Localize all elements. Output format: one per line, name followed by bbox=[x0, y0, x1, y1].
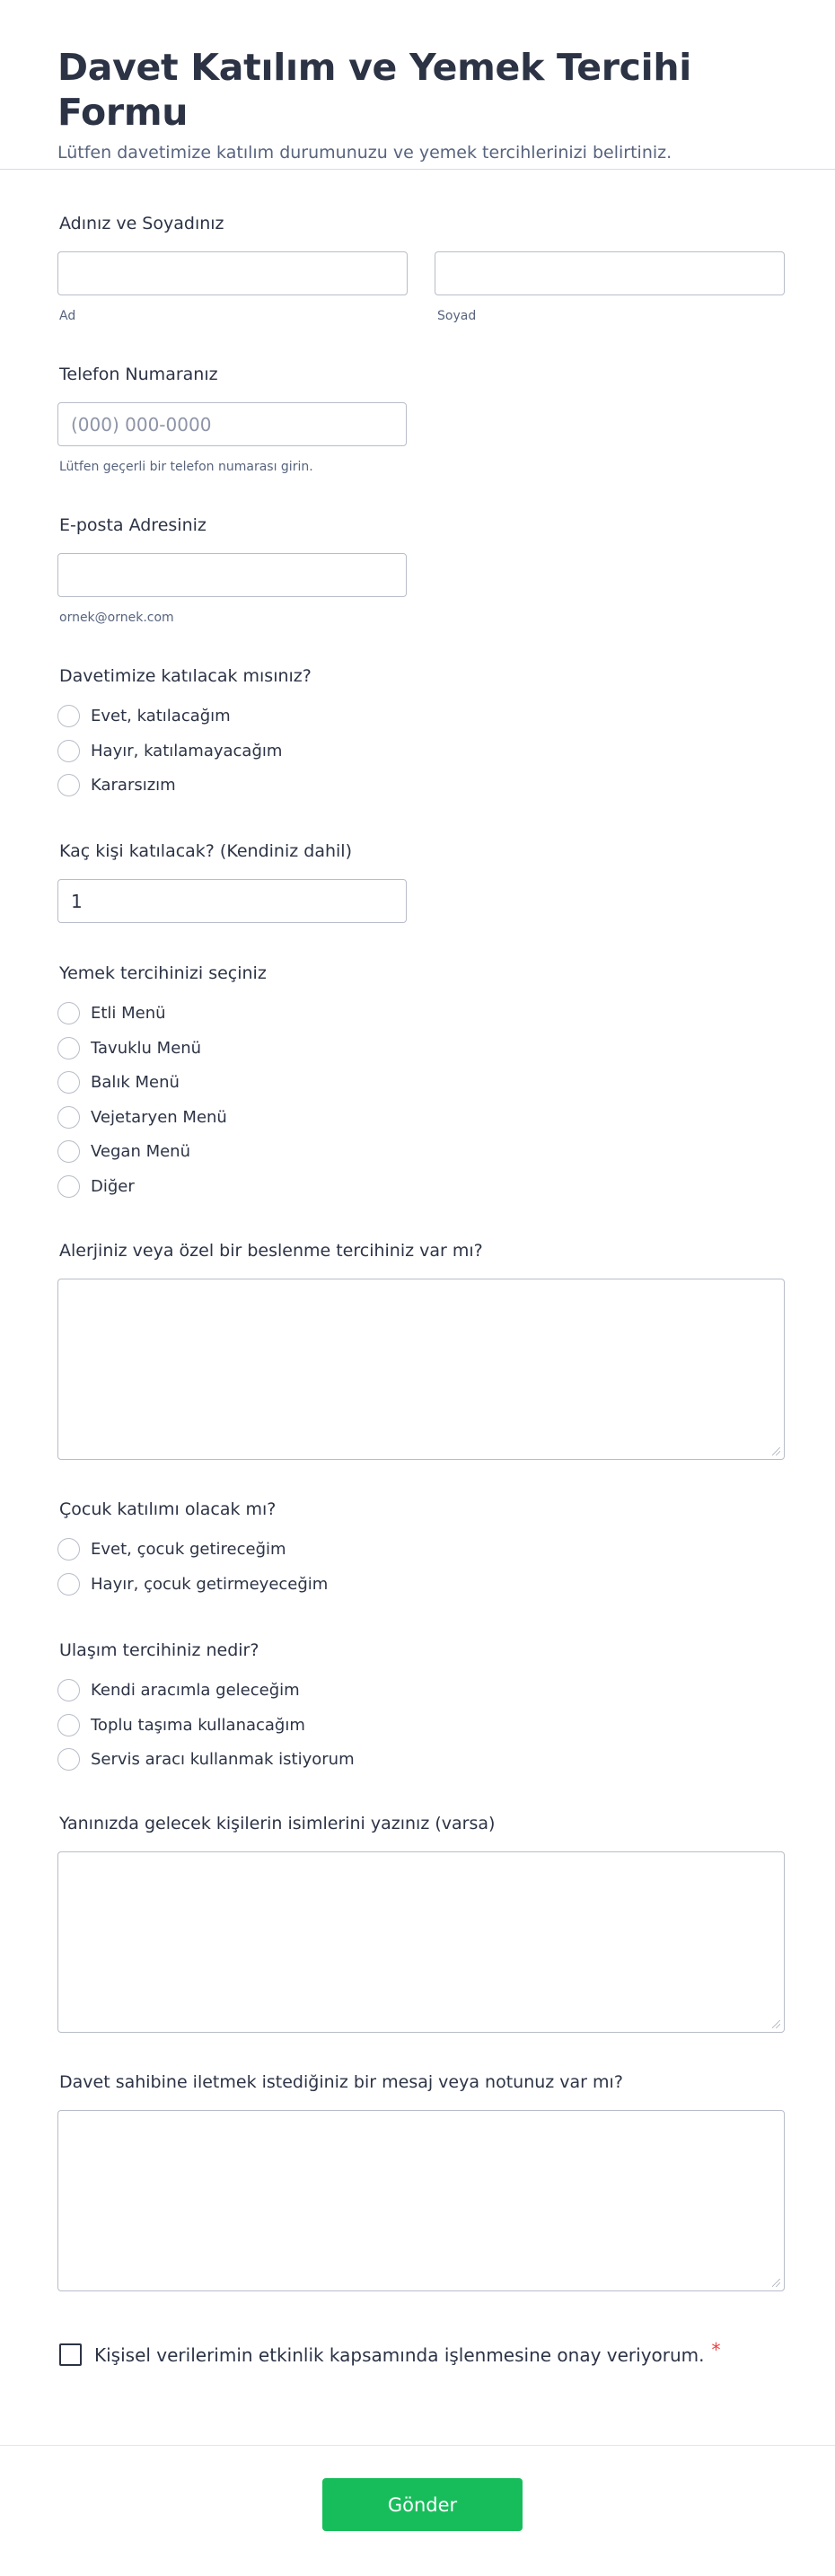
attendance-option[interactable] bbox=[57, 738, 282, 763]
attendance-option-label: Evet, katılacağım bbox=[91, 706, 231, 725]
email-section bbox=[57, 515, 785, 632]
first-name-input[interactable] bbox=[57, 251, 408, 295]
attendance-option-label: Kararsızım bbox=[91, 775, 176, 795]
resize-handle-icon[interactable] bbox=[772, 2020, 780, 2028]
phone-label: Telefon Numaranız bbox=[59, 365, 218, 384]
consent-row[interactable] bbox=[59, 2338, 721, 2366]
radio-button[interactable] bbox=[57, 1714, 80, 1736]
meal-option-label: Balık Menü bbox=[91, 1072, 180, 1092]
attendance-option[interactable] bbox=[57, 703, 231, 728]
radio-button[interactable] bbox=[57, 1002, 80, 1024]
resize-handle-icon[interactable] bbox=[772, 1447, 780, 1455]
transport-option-label: Toplu taşıma kullanacağım bbox=[91, 1715, 305, 1735]
allergy-textarea[interactable] bbox=[57, 1279, 785, 1460]
companions-textarea[interactable] bbox=[57, 1851, 785, 2033]
form-footer bbox=[0, 2445, 835, 2576]
transport-option[interactable] bbox=[57, 1746, 355, 1772]
form-title: Davet Katılım ve Yemek Tercihi Formu bbox=[57, 46, 692, 134]
transport-section bbox=[57, 1640, 785, 1775]
phone-section bbox=[57, 365, 785, 481]
last-name-sublabel: Soyad bbox=[437, 309, 477, 323]
attendance-label: Davetimize katılacak mısınız? bbox=[59, 666, 312, 686]
radio-button[interactable] bbox=[57, 1538, 80, 1561]
attendance-option-label: Hayır, katılamayacağım bbox=[91, 741, 283, 760]
phone-hint: Lütfen geçerli bir telefon numarası girin. bbox=[59, 460, 313, 474]
email-input[interactable] bbox=[57, 553, 407, 597]
guests-section bbox=[57, 841, 785, 931]
children-option-label: Evet, çocuk getireceğim bbox=[91, 1539, 286, 1559]
submit-button[interactable]: Gönder bbox=[322, 2478, 523, 2531]
radio-button[interactable] bbox=[57, 774, 80, 796]
transport-label: Ulaşım tercihiniz nedir? bbox=[59, 1640, 259, 1660]
transport-option-label: Servis aracı kullanmak istiyorum bbox=[91, 1749, 355, 1769]
meal-option[interactable] bbox=[57, 1139, 190, 1164]
children-section bbox=[57, 1499, 785, 1607]
meal-option-label: Etli Menü bbox=[91, 1003, 166, 1023]
children-option-label: Hayır, çocuk getirmeyeceğim bbox=[91, 1574, 329, 1594]
radio-button[interactable] bbox=[57, 1748, 80, 1771]
radio-button[interactable] bbox=[57, 740, 80, 762]
meal-label: Yemek tercihinizi seçiniz bbox=[59, 963, 267, 983]
children-option[interactable] bbox=[57, 1536, 286, 1561]
transport-option[interactable] bbox=[57, 1677, 300, 1702]
name-section bbox=[57, 214, 785, 330]
email-label: E-posta Adresiniz bbox=[59, 515, 207, 535]
guests-label: Kaç kişi katılacak? (Kendiniz dahil) bbox=[59, 841, 352, 861]
name-label: Adınız ve Soyadınız bbox=[59, 214, 224, 233]
meal-option[interactable] bbox=[57, 1000, 166, 1025]
meal-section bbox=[57, 963, 785, 1206]
meal-option[interactable] bbox=[57, 1174, 135, 1199]
radio-button[interactable] bbox=[57, 1106, 80, 1129]
allergy-section bbox=[57, 1241, 785, 1461]
message-section bbox=[57, 2072, 785, 2292]
meal-option-label: Diğer bbox=[91, 1176, 135, 1196]
meal-option[interactable] bbox=[57, 1104, 227, 1130]
meal-option-label: Vejetaryen Menü bbox=[91, 1107, 227, 1127]
required-mark: * bbox=[711, 2338, 721, 2361]
attendance-option[interactable] bbox=[57, 772, 176, 797]
transport-option-label: Kendi aracımla geleceğim bbox=[91, 1680, 300, 1700]
radio-button[interactable] bbox=[57, 705, 80, 727]
resize-handle-icon[interactable] bbox=[772, 2279, 780, 2287]
guests-count-input[interactable]: 1 bbox=[57, 879, 407, 923]
allergy-label: Alerjiniz veya özel bir beslenme tercihiniz var mı? bbox=[59, 1241, 483, 1261]
last-name-input[interactable] bbox=[435, 251, 785, 295]
radio-button[interactable] bbox=[57, 1175, 80, 1198]
transport-option[interactable] bbox=[57, 1712, 305, 1737]
message-textarea[interactable] bbox=[57, 2110, 785, 2291]
attendance-section bbox=[57, 666, 785, 801]
companions-section bbox=[57, 1814, 785, 2034]
radio-button[interactable] bbox=[57, 1140, 80, 1163]
meal-option[interactable] bbox=[57, 1069, 180, 1095]
meal-option-label: Vegan Menü bbox=[91, 1141, 190, 1161]
radio-button[interactable] bbox=[57, 1037, 80, 1059]
children-label: Çocuk katılımı olacak mı? bbox=[59, 1499, 277, 1519]
meal-option[interactable] bbox=[57, 1035, 201, 1060]
radio-button[interactable] bbox=[57, 1573, 80, 1596]
radio-button[interactable] bbox=[57, 1679, 80, 1701]
email-hint: ornek@ornek.com bbox=[59, 611, 174, 625]
consent-checkbox[interactable] bbox=[59, 2343, 82, 2366]
companions-label: Yanınızda gelecek kişilerin isimlerini yazınız (varsa) bbox=[59, 1814, 496, 1833]
form-subtitle: Lütfen davetimize katılım durumunuzu ve yemek tercihlerinizi belirtiniz. bbox=[57, 143, 672, 163]
form-header bbox=[0, 0, 835, 170]
consent-text: Kişisel verilerimin etkinlik kapsamında işlenmesine onay veriyorum. bbox=[94, 2343, 705, 2366]
meal-option-label: Tavuklu Menü bbox=[91, 1038, 202, 1058]
children-option[interactable] bbox=[57, 1571, 328, 1596]
first-name-sublabel: Ad bbox=[59, 309, 76, 323]
message-label: Davet sahibine iletmek istediğiniz bir mesaj veya notunuz var mı? bbox=[59, 2072, 623, 2092]
radio-button[interactable] bbox=[57, 1071, 80, 1094]
phone-input[interactable]: (000) 000-0000 bbox=[57, 402, 407, 446]
